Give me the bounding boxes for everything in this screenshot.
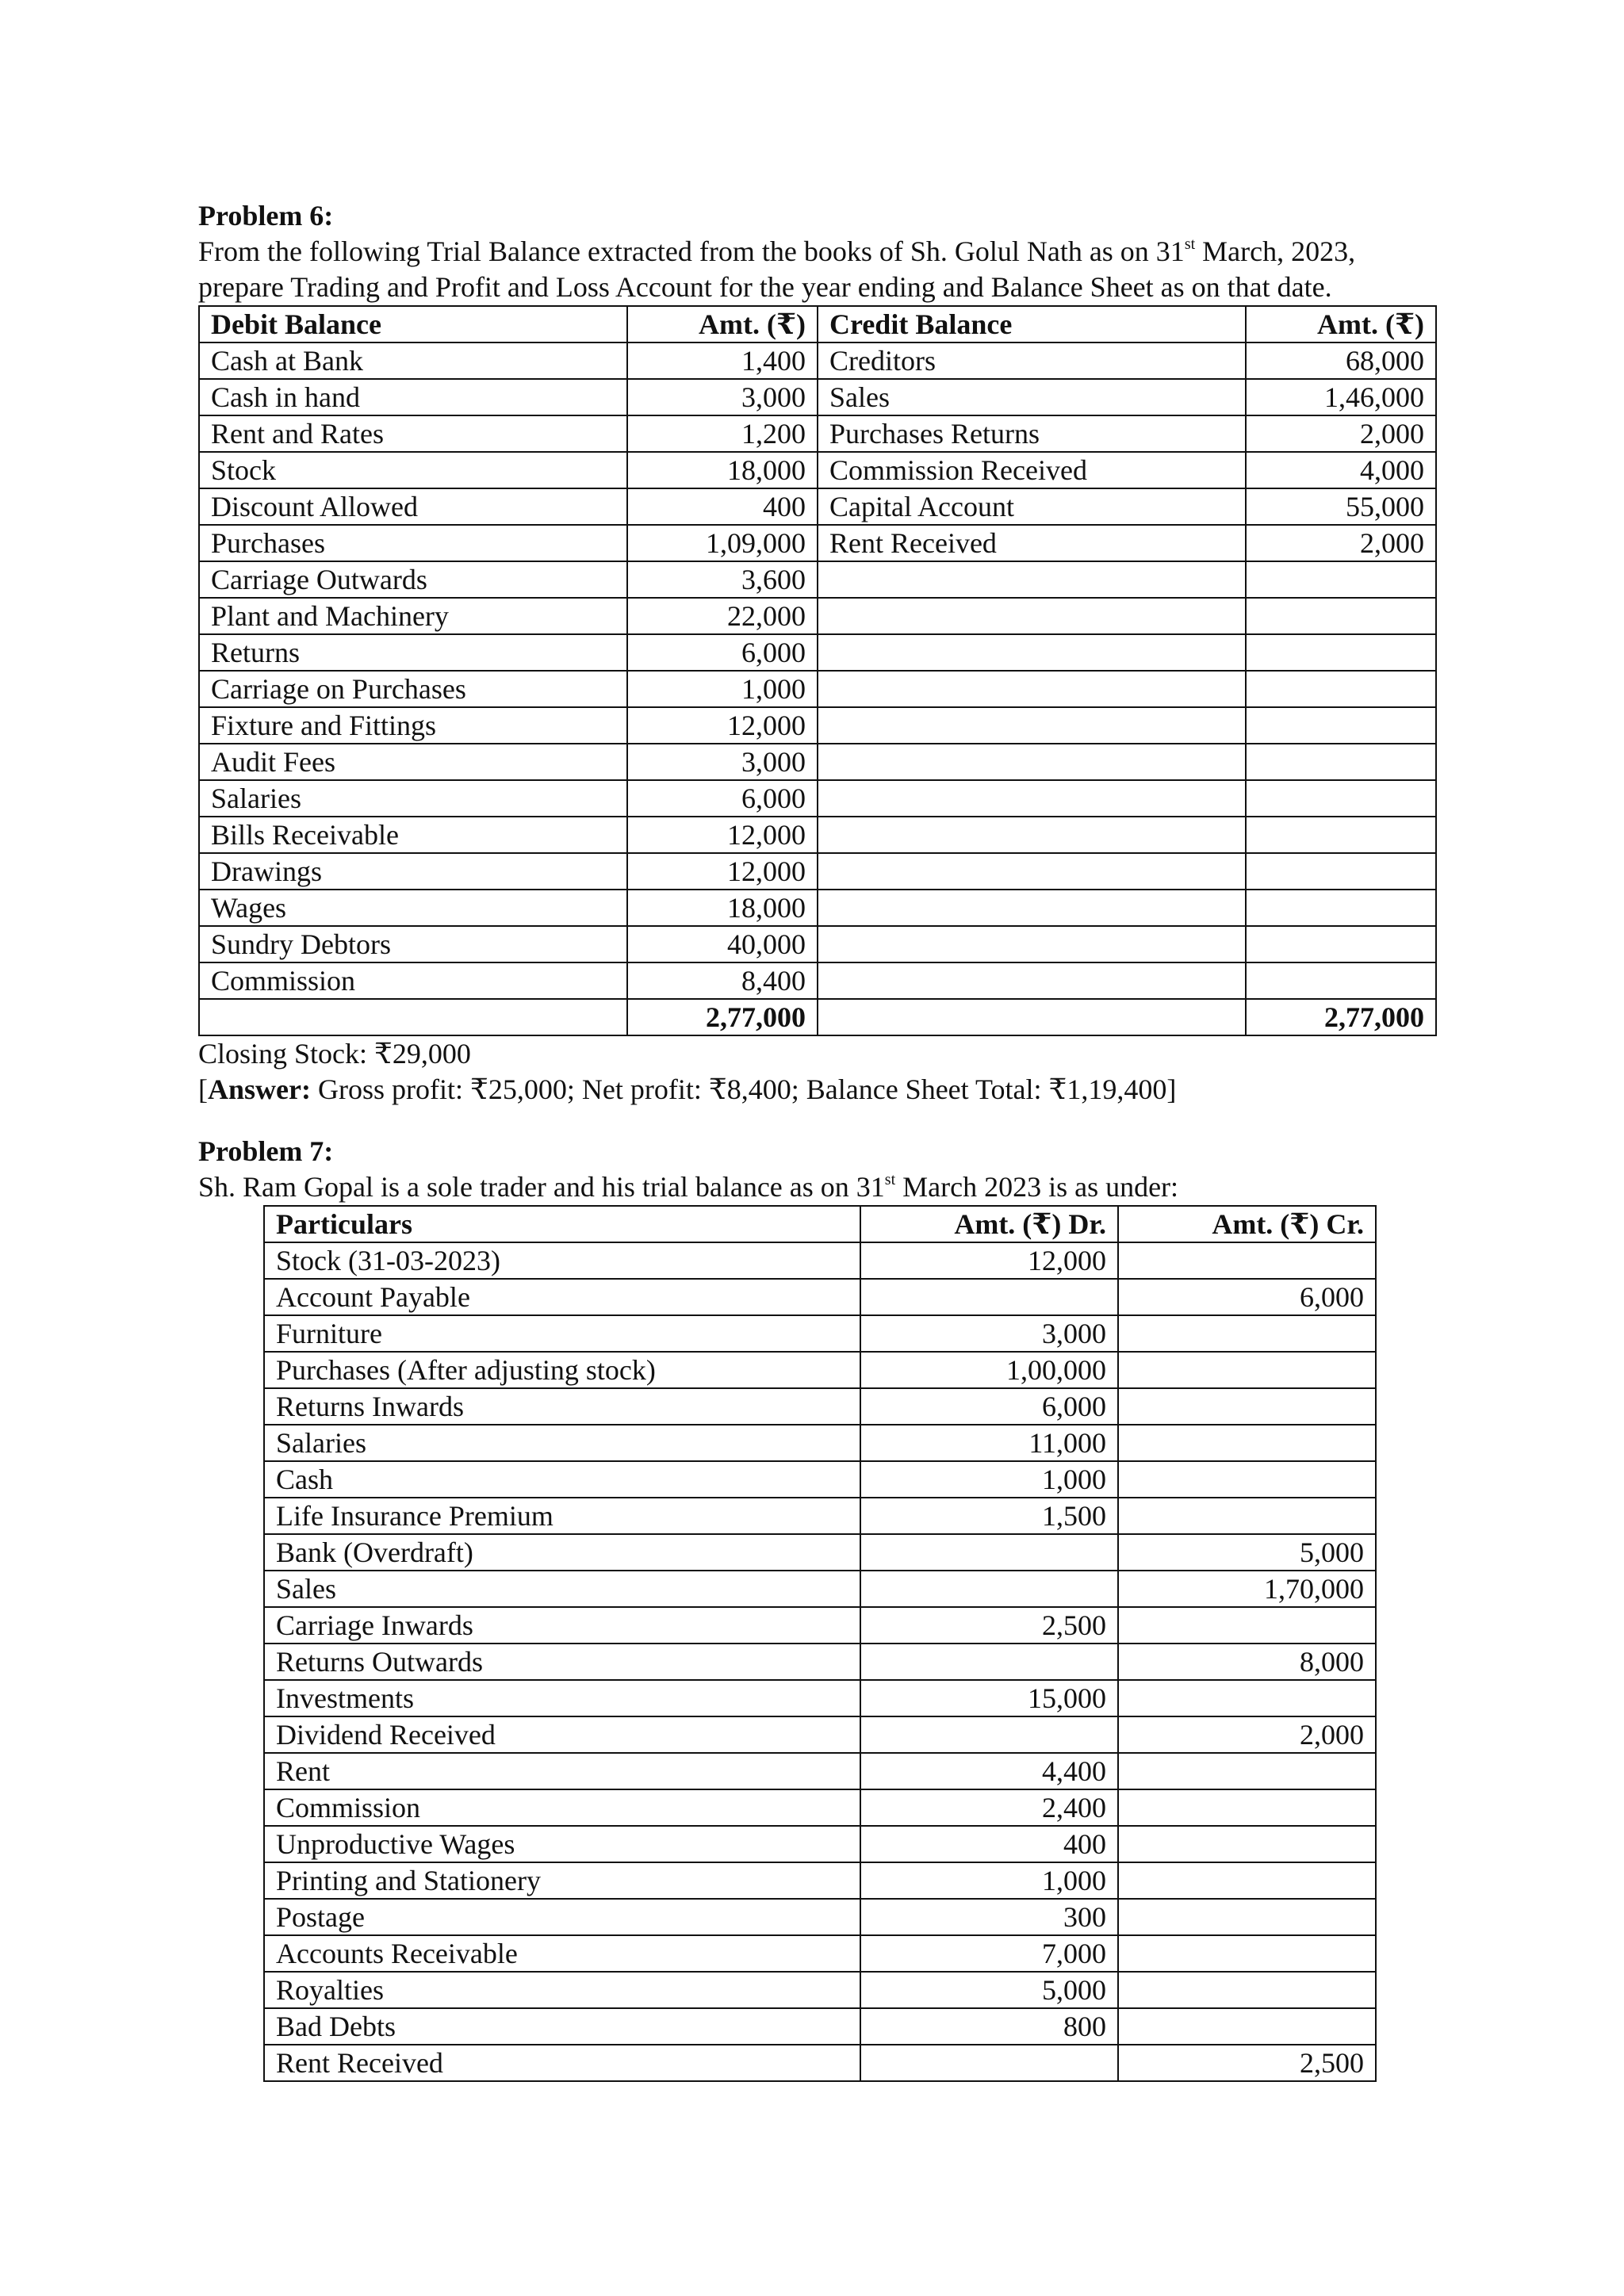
table-cell: Cash in hand	[199, 379, 627, 415]
table-row	[264, 1753, 1376, 1789]
table-cell	[860, 2045, 1118, 2081]
header-particulars: Particulars	[264, 1206, 860, 1242]
table-cell: 12,000	[860, 1242, 1118, 1279]
table-row	[264, 1716, 1376, 1753]
problem-7-section	[198, 1134, 1435, 2082]
header-credit-amount: Amt. (₹) Cr.	[1118, 1206, 1376, 1242]
total-debit-blank	[199, 999, 627, 1035]
table-cell: 1,400	[627, 342, 818, 379]
table-row	[264, 1315, 1376, 1352]
table-cell	[818, 926, 1246, 962]
problem-7-intro: Sh. Ram Gopal is a sole trader and his trial balance as on 31st March 2023 is as under:	[198, 1171, 1179, 1203]
table-cell	[860, 1571, 1118, 1607]
table-cell: 5,000	[1118, 1534, 1376, 1571]
table-cell: 3,600	[627, 561, 818, 598]
answer-note: [Answer: Gross profit: ₹25,000; Net profit: ₹8,400; Balance Sheet Total: ₹1,19,400]	[198, 1073, 1177, 1105]
table-cell: Investments	[264, 1680, 860, 1716]
table-cell: Capital Account	[818, 488, 1246, 525]
table-cell: 2,500	[860, 1607, 1118, 1644]
table-cell: 55,000	[1246, 488, 1436, 525]
table-cell: 400	[627, 488, 818, 525]
table-cell	[1118, 1607, 1376, 1644]
table-cell	[1246, 598, 1436, 634]
table-cell: Account Payable	[264, 1279, 860, 1315]
table-cell: 1,000	[860, 1862, 1118, 1899]
table-row	[264, 1680, 1376, 1716]
table-cell: Cash	[264, 1461, 860, 1498]
problem-6-intro-line-1: From the following Trial Balance extracted from the books of Sh. Golul Nath as on 31st March, 2023,	[198, 235, 1356, 267]
table-total-row	[199, 999, 1436, 1035]
table-row	[264, 2008, 1376, 2045]
table-row	[264, 1826, 1376, 1862]
table-cell	[818, 853, 1246, 890]
table-cell: 400	[860, 1826, 1118, 1862]
table-cell	[1118, 2008, 1376, 2045]
table-cell: 4,000	[1246, 452, 1436, 488]
table-cell	[1118, 1862, 1376, 1899]
table-cell	[818, 744, 1246, 780]
table-cell: 11,000	[860, 1425, 1118, 1461]
table-cell	[1246, 780, 1436, 817]
table-cell	[860, 1644, 1118, 1680]
table-cell: Purchases (After adjusting stock)	[264, 1352, 860, 1388]
table-cell	[818, 817, 1246, 853]
table-cell: Sales	[818, 379, 1246, 415]
table-cell	[1246, 671, 1436, 707]
table-cell	[1246, 962, 1436, 999]
table-cell: 2,500	[1118, 2045, 1376, 2081]
table-cell: Rent and Rates	[199, 415, 627, 452]
table-cell: 7,000	[860, 1935, 1118, 1972]
table-cell	[1118, 1680, 1376, 1716]
table-cell: 2,400	[860, 1789, 1118, 1826]
table-cell: 300	[860, 1899, 1118, 1935]
table-cell: 12,000	[627, 707, 818, 744]
table-cell	[1118, 1789, 1376, 1826]
table-cell: Purchases	[199, 525, 627, 561]
table-cell: Returns Outwards	[264, 1644, 860, 1680]
table-cell	[1118, 1498, 1376, 1534]
table-cell: Salaries	[199, 780, 627, 817]
table-cell	[1118, 1935, 1376, 1972]
table-row	[264, 1242, 1376, 1279]
table-cell	[818, 598, 1246, 634]
table-cell: 2,000	[1118, 1716, 1376, 1753]
table-cell: 2,000	[1246, 525, 1436, 561]
table-cell: 8,400	[627, 962, 818, 999]
table-cell: Discount Allowed	[199, 488, 627, 525]
header-credit-amount: Amt. (₹)	[1246, 306, 1436, 342]
table-row	[199, 488, 1436, 525]
total-credit-blank	[818, 999, 1246, 1035]
table-cell: 4,400	[860, 1753, 1118, 1789]
table-cell: 1,200	[627, 415, 818, 452]
table-cell	[818, 707, 1246, 744]
table-row	[199, 452, 1436, 488]
table-row	[199, 634, 1436, 671]
table-cell	[1246, 707, 1436, 744]
table-cell: 1,500	[860, 1498, 1118, 1534]
table-cell: 40,000	[627, 926, 818, 962]
table-row	[264, 1388, 1376, 1425]
table-cell	[1118, 1972, 1376, 2008]
table-cell: Sundry Debtors	[199, 926, 627, 962]
table-cell: 6,000	[1118, 1279, 1376, 1315]
table-cell: Rent	[264, 1753, 860, 1789]
table-cell	[860, 1534, 1118, 1571]
table-cell: 2,000	[1246, 415, 1436, 452]
header-debit-amount: Amt. (₹)	[627, 306, 818, 342]
table-cell: Commission	[264, 1789, 860, 1826]
table-cell	[818, 890, 1246, 926]
table-cell	[818, 634, 1246, 671]
table-cell: Sales	[264, 1571, 860, 1607]
table-cell: Printing and Stationery	[264, 1862, 860, 1899]
table-row	[264, 1461, 1376, 1498]
table-cell: Carriage Outwards	[199, 561, 627, 598]
table-cell: Bills Receivable	[199, 817, 627, 853]
table-header-row	[199, 306, 1436, 342]
table-cell: Creditors	[818, 342, 1246, 379]
table-cell	[1246, 926, 1436, 962]
problem-6-section	[198, 198, 1435, 1108]
table-row	[199, 744, 1436, 780]
table-cell	[818, 962, 1246, 999]
table-cell	[1246, 853, 1436, 890]
table-cell: Stock	[199, 452, 627, 488]
table-cell	[1118, 1899, 1376, 1935]
table-row	[199, 598, 1436, 634]
table-cell: Carriage Inwards	[264, 1607, 860, 1644]
problem-7-trial-balance-table	[263, 1205, 1377, 2082]
table-cell: 1,09,000	[627, 525, 818, 561]
table-row	[199, 415, 1436, 452]
table-header-row	[264, 1206, 1376, 1242]
total-credit-amount: 2,77,000	[1246, 999, 1436, 1035]
table-cell: 8,000	[1118, 1644, 1376, 1680]
table-cell: Accounts Receivable	[264, 1935, 860, 1972]
table-row	[264, 1607, 1376, 1644]
table-cell: Returns Inwards	[264, 1388, 860, 1425]
table-cell	[818, 780, 1246, 817]
table-cell: 3,000	[627, 379, 818, 415]
table-cell	[1118, 1425, 1376, 1461]
problem-6-intro-line-2: prepare Trading and Profit and Loss Account for the year ending and Balance Sheet as on that date.	[198, 271, 1332, 303]
table-row	[264, 1972, 1376, 2008]
table-cell	[1246, 817, 1436, 853]
table-cell: 22,000	[627, 598, 818, 634]
table-row	[264, 1498, 1376, 1534]
table-cell	[1246, 744, 1436, 780]
table-row	[199, 817, 1436, 853]
table-row	[199, 707, 1436, 744]
table-cell: 3,000	[860, 1315, 1118, 1352]
table-row	[199, 780, 1436, 817]
table-row	[199, 926, 1436, 962]
table-cell: Returns	[199, 634, 627, 671]
table-cell	[1246, 890, 1436, 926]
table-cell: Dividend Received	[264, 1716, 860, 1753]
table-cell: 1,00,000	[860, 1352, 1118, 1388]
table-cell: 3,000	[627, 744, 818, 780]
table-cell	[1118, 1826, 1376, 1862]
table-cell	[860, 1716, 1118, 1753]
table-cell: 800	[860, 2008, 1118, 2045]
table-cell	[818, 561, 1246, 598]
table-cell: Unproductive Wages	[264, 1826, 860, 1862]
table-cell: 6,000	[627, 780, 818, 817]
table-row	[264, 1644, 1376, 1680]
table-cell: Bad Debts	[264, 2008, 860, 2045]
table-cell: Rent Received	[264, 2045, 860, 2081]
problem-6-trial-balance-table	[198, 305, 1437, 1036]
table-cell: Fixture and Fittings	[199, 707, 627, 744]
problem-7-title: Problem 7:	[198, 1135, 334, 1167]
header-debit-amount: Amt. (₹) Dr.	[860, 1206, 1118, 1242]
table-cell: Furniture	[264, 1315, 860, 1352]
table-cell	[1118, 1388, 1376, 1425]
table-cell: 15,000	[860, 1680, 1118, 1716]
table-cell: 12,000	[627, 817, 818, 853]
table-cell: Bank (Overdraft)	[264, 1534, 860, 1571]
table-cell: 1,46,000	[1246, 379, 1436, 415]
table-cell	[1246, 561, 1436, 598]
table-row	[264, 1352, 1376, 1388]
table-cell: 1,000	[860, 1461, 1118, 1498]
table-cell: Carriage on Purchases	[199, 671, 627, 707]
table-row	[264, 1862, 1376, 1899]
table-row	[264, 1534, 1376, 1571]
table-cell: Life Insurance Premium	[264, 1498, 860, 1534]
table-cell	[1118, 1315, 1376, 1352]
table-cell	[1246, 634, 1436, 671]
table-cell: Drawings	[199, 853, 627, 890]
table-row	[199, 342, 1436, 379]
table-cell: Commission	[199, 962, 627, 999]
table-cell: 68,000	[1246, 342, 1436, 379]
table-cell: Cash at Bank	[199, 342, 627, 379]
total-debit-amount: 2,77,000	[627, 999, 818, 1035]
table-row	[199, 379, 1436, 415]
header-debit-balance: Debit Balance	[199, 306, 627, 342]
table-cell	[1118, 1461, 1376, 1498]
table-cell: Audit Fees	[199, 744, 627, 780]
table-cell	[860, 1279, 1118, 1315]
table-cell: Stock (31-03-2023)	[264, 1242, 860, 1279]
table-row	[264, 1425, 1376, 1461]
table-cell: 1,000	[627, 671, 818, 707]
table-row	[199, 561, 1436, 598]
table-row	[199, 890, 1436, 926]
table-cell: 12,000	[627, 853, 818, 890]
table-row	[199, 853, 1436, 890]
table-row	[199, 671, 1436, 707]
table-row	[264, 2045, 1376, 2081]
table-row	[199, 962, 1436, 999]
table-cell: Rent Received	[818, 525, 1246, 561]
table-row	[199, 525, 1436, 561]
problem-6-title: Problem 6:	[198, 200, 334, 232]
table-row	[264, 1789, 1376, 1826]
table-cell	[818, 671, 1246, 707]
table-row	[264, 1571, 1376, 1607]
table-cell: 1,70,000	[1118, 1571, 1376, 1607]
header-credit-balance: Credit Balance	[818, 306, 1246, 342]
closing-stock-note: Closing Stock: ₹29,000	[198, 1038, 471, 1070]
table-row	[264, 1279, 1376, 1315]
table-cell: Commission Received	[818, 452, 1246, 488]
table-cell: Plant and Machinery	[199, 598, 627, 634]
table-cell: Purchases Returns	[818, 415, 1246, 452]
table-cell	[1118, 1753, 1376, 1789]
table-cell: Royalties	[264, 1972, 860, 2008]
table-cell: Postage	[264, 1899, 860, 1935]
table-cell: Salaries	[264, 1425, 860, 1461]
table-cell: 5,000	[860, 1972, 1118, 2008]
table-cell	[1118, 1242, 1376, 1279]
table-cell: 18,000	[627, 890, 818, 926]
table-cell: Wages	[199, 890, 627, 926]
table-cell: 18,000	[627, 452, 818, 488]
table-row	[264, 1899, 1376, 1935]
table-cell: 6,000	[627, 634, 818, 671]
table-cell: 6,000	[860, 1388, 1118, 1425]
table-row	[264, 1935, 1376, 1972]
table-cell	[1118, 1352, 1376, 1388]
